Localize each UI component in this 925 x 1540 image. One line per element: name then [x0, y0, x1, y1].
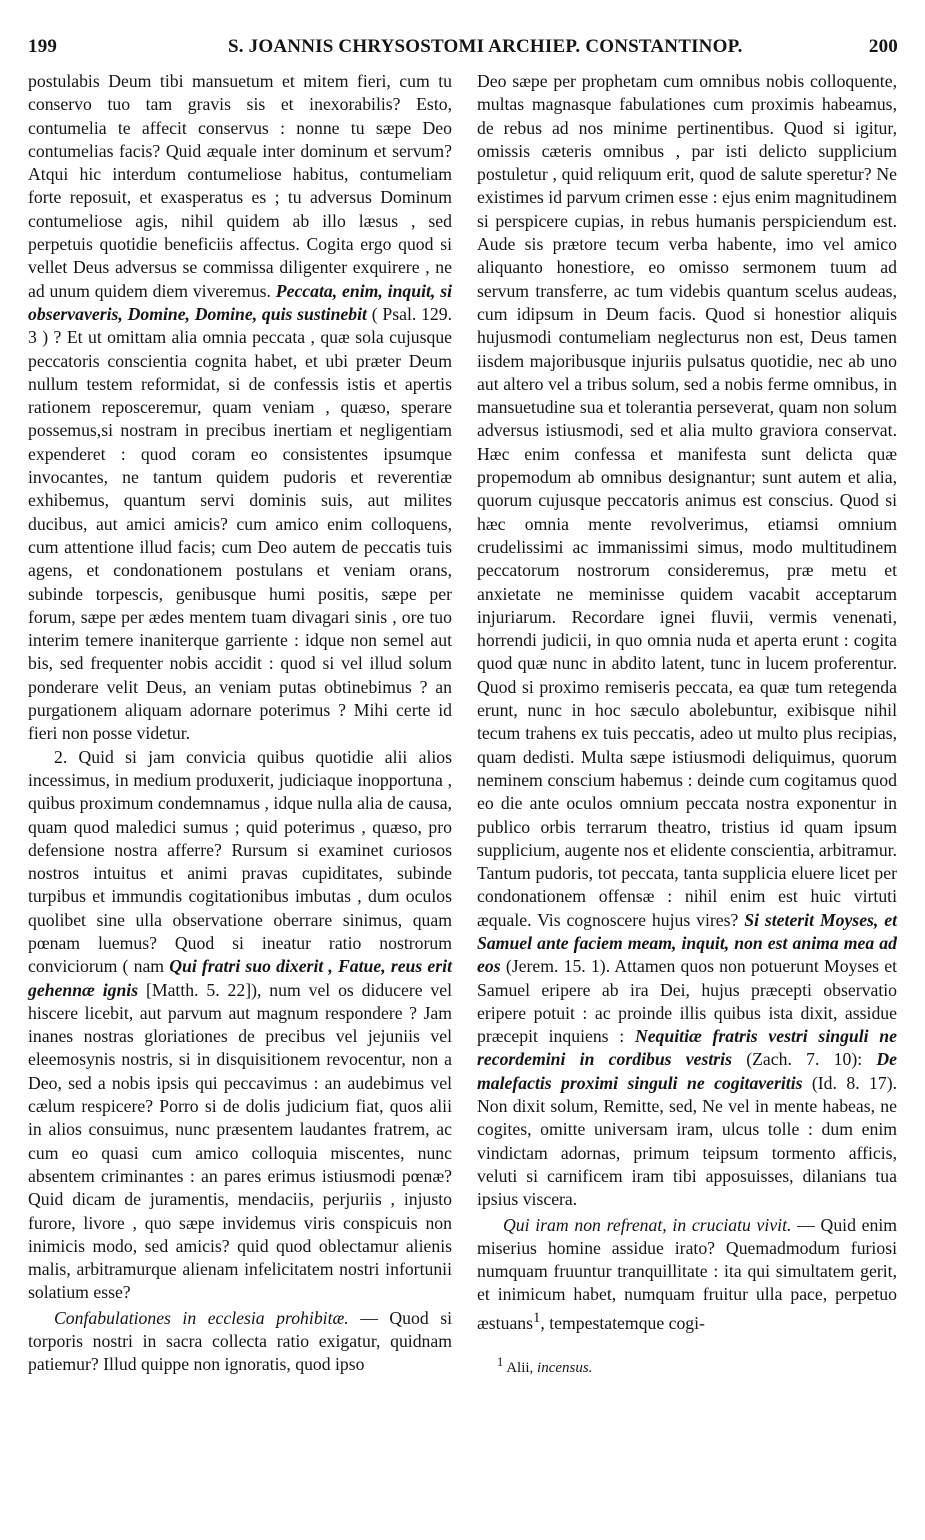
body-text: Deo sæpe per prophetam cum omnibus nobis colloquente, multas magnasque fabulationes cum proximis habeamus, de rebus ad nos minime pertinentibus. Quod si igitur, omissis cæteris omnibus , par isti delicto supplicium postuletur , quid reliquum erit, quod de salute speretur? Ne existimes id parvum crimen esse : ejus enim magnitudinem si perspicere cupias, in rebus humanis perspiciendum est. Aude sis prætore tecum verba habente, imo vel amico aliquanto honestiore, eo omisso sermonem tuum ad servum transferre, ac tum videbis quantum scelus audeas, cum idipsum in Deum facis. Quod si honestior aliquis hujusmodi contumeliam neglecturus non est, Deus tamen iisdem majoribusque injuriis pulsatus quotidie, nec ab uno aut altero vel a tribus solum, sed a nobis ferme omnibus, in mansuetudine sua et tolerantia perseverat, quam non solum adversus istiusmodi, sed et alia multo graviora conservat. Hæc enim confessa et manifesta sunt delicta quæ propemodum ab omnibus designantur; sunt autem et alia, quorum cujusque peccatoris animus est conscius. Quod si hæc omnia mente revolverimus, etiamsi omnium crudelissimi ac immanissimi simus, modo multitudinem peccatorum nostrorum consideremus, præ metu et anxietate ne meminisse quidem vacabit acceptarum injuriarum. Recordare ignei fluvii, vermis venenati, horrendi judicii, in quo omnia nuda et aperta erunt : cogita quod quæ nunc in abdito latent, tunc in lucem proferentur. Quod si proximo remiseris peccata, ea quæ tum retegenda erunt, nunc in hoc sæculo abolebuntur, exibisque nihil tecum trahens ex tuis peccatis, adeo ut multo plus recipias, quam dedisti. Multa sæpe istiusmodi deliquimus, quorum neminem conscium habemus : deinde cum cogitamus quod eo die ante oculos omnium peccata nostra exponentur in publico orbis terrarum theatro, tristius id quam ipsum supplicium, augente nos et elidente conscientia, arbitramur. Tantum pudoris, tot peccata, tanta supplicia eluere licet per condonationem offensæ : nihil enim est huic virtuti æquale. Vis cognoscere hujus vires?	[477, 71, 897, 930]
page-number-left: 199	[28, 36, 58, 57]
body-text: postulabis Deum tibi mansuetum et mitem fieri, cum tu conservo tuo tam gravis sis et inexorabilis? Esto, contumelia te affecit conservus : nonne tu sæpe Deo contumelias facis? Quid æquale inter dominum et servum? Atqui hic interdum contumeliose habitus, contumeliam forte reposuit, et exasperatus es ; tu adversus Dominum contumeliose agis, nihil quidem ab illo læsus , sed perpetuis quotidie beneficiis affectus. Cogita ergo quod si vellet Deus adversus se commissa diligenter exquirere , ne ad unum quidem diem viveremus.	[28, 71, 452, 301]
section-heading: Confabulationes in ecclesia prohibitæ.	[54, 1307, 349, 1328]
footnote	[477, 1351, 897, 1380]
body-text: — Quod si torporis nostri in sacra collecta ratio exigatur, quidnam patiemur? Illud quippe non ignoratis, quod ipso	[28, 1307, 453, 1375]
paragraph	[28, 70, 452, 746]
scripture-reference: (Zach. 7. 10):	[746, 1049, 863, 1070]
body-text: — Quid enim miserius homine assidue irato? Quemadmodum furiosi numquam fruuntur tranquillitate : ita qui simultatem gerit, et inimicum habet, numquam fruitur ulla pace, perpetuo æstuans	[477, 1214, 897, 1333]
footnote-variant: incensus.	[537, 1359, 593, 1376]
scripture-quote: Peccata, enim, inquit, si observaveris, Domine, Domine, quis sustinebit	[28, 280, 453, 324]
scripture-quote: Qui fratri suo dixerit , Fatue, reus erit gehennæ ignis	[28, 956, 452, 1000]
running-title: S. JOANNIS CHRYSOSTOMI ARCHIEP. CONSTANTINOP.	[228, 36, 743, 57]
page-number-right: 200	[868, 36, 898, 57]
footnote-marker[interactable]: 1	[533, 1309, 541, 1326]
scripture-reference: [Matth. 5. 22]),	[145, 979, 262, 1000]
scripture-quote: De malefactis proximi singuli ne cogitaveritis	[477, 1049, 898, 1093]
scripture-reference: ( Psal. 129. 3 ) ?	[28, 303, 453, 348]
paragraph	[28, 1307, 452, 1377]
body-text: 2. Quid si jam convicia quibus quotidie alii alios incessimus, in medium produxerit, judiciaque inopportuna , quibus proximum condemnamus , idque nulla alia de causa, quam quod maledici sumus ; quid poterimus , quæso, pro defensione nostra afferre? Rursum si examinet curiosos nostros intuitus et animi pravas cupiditates, subinde turpibus et immundis cogitationibus imbutas , dum oculos quolibet sine ulla observatione oberrare sinimus, quam pœnam luemus? Quod si ineatur ratio nostrorum conviciorum ( nam	[28, 746, 452, 977]
body-text: , tempestatemque cogi-	[540, 1312, 705, 1333]
paragraph	[477, 1214, 897, 1335]
body-text: Non dixit solum, Remitte, sed, Ne vel in mente habeas, ne cogites, omitte universam iram, ulcus tolle : dum enim vindictam adornas, primum teipsum tormento afficis, veluti si carnificem iram tibi apposuisses, dilanians tua ipsius viscera.	[477, 1096, 897, 1210]
body-text: num vel os diducere vel hiscere licebit, aut parvum aut magnum respondere ? Jam inanes nostras gloriationes de precibus vel jejuniis vel eleemosynis nostris, si in disquisitionem revocentur, non a Deo, sed a nobis ipsis qui peccavimus : an audebimus vel cælum respicere? Porro si de dolis judicium fiat, quos alii in alios consuimus, nunc præsentem laudantes fratrem, ac cum eo quasi cum amico colloquia miscentes, nunc absentem criminantes : an pares erimus istiusmodi pœnæ? Quid dicam de juramentis, mendaciis, perjuriis , injusto furore, livore , quo sæpe invidemus viris conspicuis non inimicis modo, sed amicis? quid quod oblectamur alienis malis, arbitramurque alienam infelicitatem nostri infortunii solatium esse?	[28, 979, 453, 1303]
page-header	[28, 36, 898, 60]
left-column	[28, 70, 452, 1377]
paragraph	[477, 70, 897, 1212]
footnote-number: 1	[497, 1354, 504, 1369]
body-text: Et ut omittam alia omnia peccata , quæ sola cujusque peccatoris conscientia cognita habet, et ubi præter Deum nullum testem reformidat, si de confessis istis et apertis rationem reposceremur, quam veniam , quæso, sperare possemus,si nostram in precibus inertiam et negligentiam expenderet : quod coram eo consistentes ipsumque invocantes, ne tantum quidem pudoris et reverentiæ exhibemus, quantum servi dominis suis, aut milites ducibus, aut amici amicis? cum amico enim colloquens, cum attentione illud facis; cum Deo autem de peccatis tuis agens, et condonationem postulans et veniam orans, subinde torpescis, genibusque humi positis, sæpe per forum, sæpe per ædes mentem tuam divagari sinis , ore tuo interim temere inaniterque garriente : idque non semel aut bis, sed frequenter nobis accidit : quod si vel illud solum ponderare velit Deus, an veniam putas obtinebimus ? an purgationem aliquam adornare poterimus ? Mihi certe id fieri non posse videtur.	[28, 327, 453, 744]
scripture-reference: (Id. 8. 17).	[811, 1072, 898, 1093]
scripture-reference: (Jerem. 15. 1).	[505, 956, 611, 977]
scripture-quote: Si steterit Moyses, et Samuel ante faciem meam, inquit, non est anima mea ad eos	[477, 909, 897, 977]
body-text: Attamen quos non potuerunt Moyses et Samuel eripere ab ira Dei, hujus præcepti observatio eripere potuit : ac proinde illis quibus ista dixit, assidue præcepit inquiens :	[477, 956, 898, 1047]
right-column	[477, 70, 897, 1380]
paragraph	[28, 746, 452, 1305]
section-heading: Qui iram non refrenat, in cruciatu vivit.	[503, 1214, 792, 1235]
footnote-text: Alii,	[506, 1359, 534, 1376]
scripture-quote: Nequitiæ fratris vestri singuli ne recordemini in cordibus vestris	[477, 1026, 897, 1070]
